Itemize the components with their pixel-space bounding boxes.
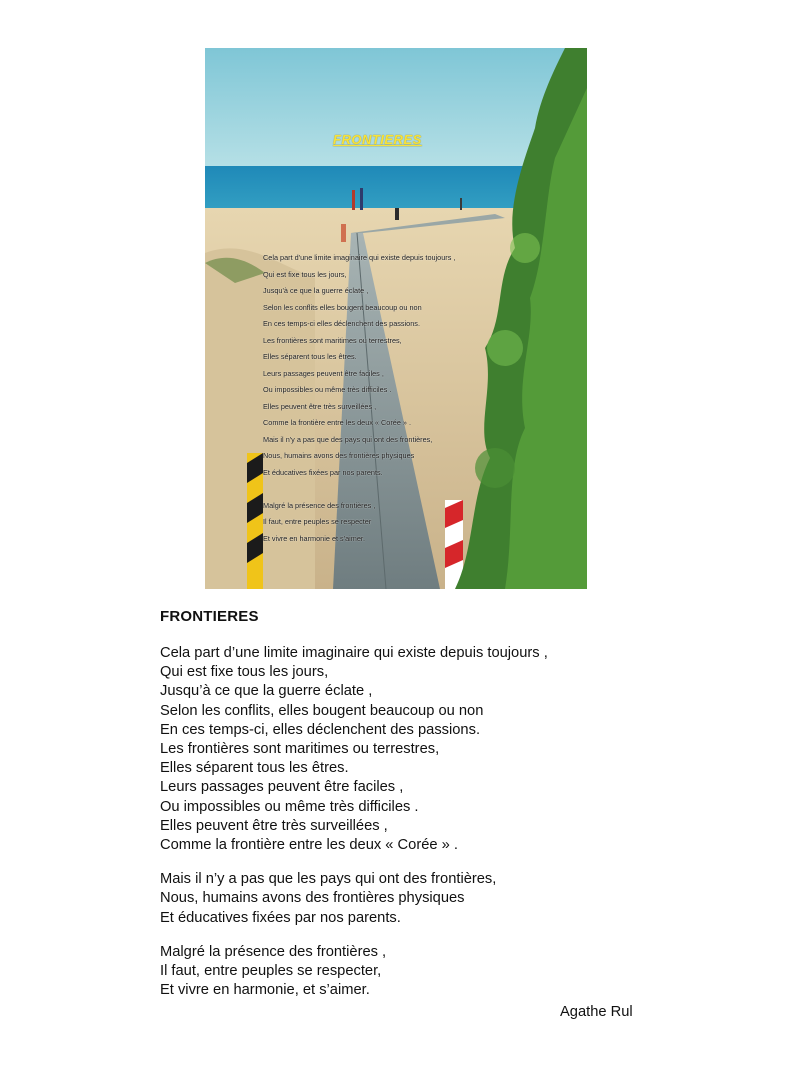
- poem-line: Nous, humains avons des frontières physiques: [160, 890, 465, 907]
- poem-line: En ces temps-ci, elles déclenchent des passions.: [160, 721, 481, 738]
- poem-line: Ou impossibles ou même très difficiles .: [160, 798, 419, 815]
- poem-line: Et vivre en harmonie, et s’aimer.: [160, 982, 370, 999]
- poem-illustration: [205, 48, 587, 589]
- illustration-line: Leurs passages peuvent être faciles ,: [263, 368, 384, 378]
- illustration-line: Selon les conflits elles bougent beaucoup ou non: [263, 302, 422, 312]
- stanza-1: [160, 644, 660, 855]
- poem-line: Malgré la présence des frontières ,: [160, 943, 387, 960]
- illustration-poem-text: [263, 250, 523, 547]
- illustration-title: FRONTIERES: [333, 132, 422, 147]
- poem-line: Qui est fixe tous les jours,: [160, 664, 329, 681]
- poem-line: Leurs passages peuvent être faciles ,: [160, 779, 404, 796]
- poem-line: Il faut, entre peuples se respecter,: [160, 963, 382, 980]
- poem-line: Selon les conflits, elles bougent beaucoup ou non: [160, 702, 484, 719]
- poem-line: Mais il n’y a pas que les pays qui ont des frontières,: [160, 871, 497, 888]
- illustration-line: Cela part d'une limite imaginaire qui existe depuis toujours ,: [263, 253, 456, 262]
- illustration-line: Les frontières sont maritimes ou terrestres,: [263, 335, 402, 345]
- illustration-line: Ou impossibles ou même très difficiles .: [263, 385, 392, 394]
- illustration-line: Jusqu'à ce que la guerre éclate ,: [263, 286, 369, 295]
- illustration-line: Il faut, entre peuples se respecter: [263, 517, 372, 526]
- illustration-line: Nous, humains avons des frontières physiques: [263, 451, 415, 460]
- illustration-line: Et vivre en harmonie et s'aimer.: [263, 533, 365, 543]
- illustration-line: Et éducatives fixées par nos parents.: [263, 467, 383, 477]
- illustration-line: En ces temps-ci elles déclenchent des passions.: [263, 319, 420, 328]
- illustration-line: Comme la frontière entre les deux « Corée » .: [263, 418, 412, 427]
- stanza-3: [160, 943, 660, 1001]
- poem-line: Jusqu’à ce que la guerre éclate ,: [160, 683, 373, 700]
- poem-title: FRONTIERES: [160, 608, 259, 625]
- illustration-line: Malgré la présence des frontières ,: [263, 500, 376, 510]
- poem-line: Les frontières sont maritimes ou terrestres,: [160, 741, 440, 758]
- poem: [160, 608, 660, 1015]
- poem-line: Elles séparent tous les êtres.: [160, 760, 349, 777]
- poem-line: Et éducatives fixées par nos parents.: [160, 909, 401, 926]
- poem-line: Cela part d’une limite imaginaire qui existe depuis toujours ,: [160, 645, 548, 661]
- illustration-line: Elles séparent tous les êtres.: [263, 352, 357, 361]
- poem-line: Elles peuvent être très surveillées ,: [160, 817, 388, 834]
- poem-author: Agathe Rul: [560, 1004, 633, 1020]
- stanza-2: [160, 870, 660, 928]
- illustration-stanza-gap: [263, 481, 523, 498]
- illustration-line: Mais il n'y a pas que des pays qui ont des frontières,: [263, 434, 433, 444]
- illustration-line: Elles peuvent être très surveillées ,: [263, 401, 377, 411]
- poem-line: Comme la frontière entre les deux « Corée » .: [160, 837, 458, 854]
- striped-post-left: [247, 453, 263, 589]
- illustration-line: Qui est fixe tous les jours,: [263, 269, 347, 279]
